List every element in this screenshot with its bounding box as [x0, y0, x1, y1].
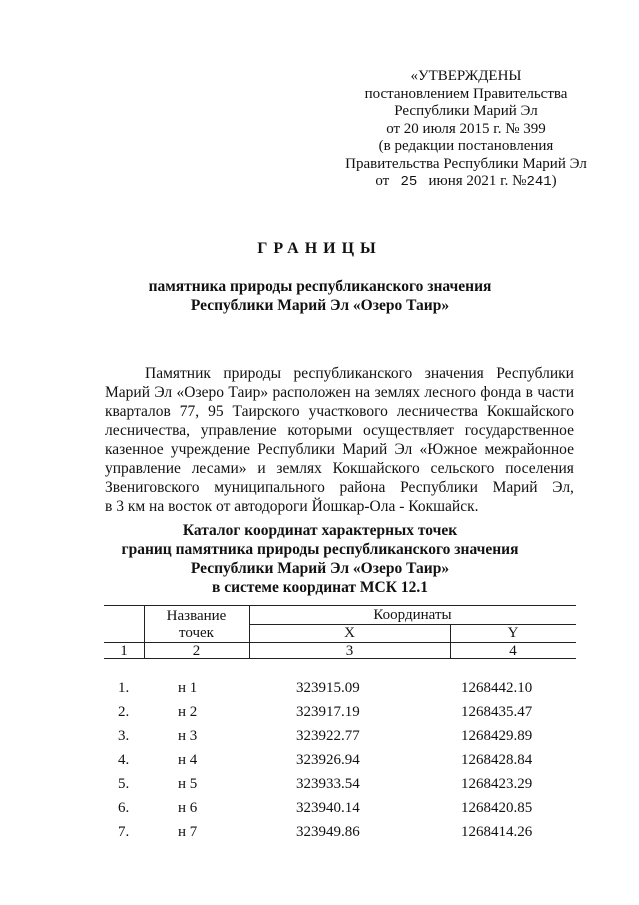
catalog-title-line: Республики Марий Эл «Озеро Таир»: [190, 560, 450, 577]
header-coordinates: Координаты: [373, 607, 452, 623]
approval-suffix: ): [551, 173, 557, 189]
approval-number: 241: [526, 174, 552, 190]
body-line: [105, 421, 574, 440]
body-word: учреждение: [170, 441, 250, 458]
body-word: участкового: [308, 403, 388, 420]
body-word: 95: [208, 403, 224, 420]
point-name: н 1: [178, 680, 198, 696]
body-word: Республики: [496, 365, 574, 382]
coord-y: 1268428.84: [461, 752, 533, 768]
body-line: [105, 364, 574, 383]
body-word: Марий: [342, 441, 388, 458]
body-word: землях: [374, 384, 421, 401]
body-word: на: [355, 384, 371, 401]
approval-line: (в редакции постановления: [378, 138, 554, 154]
approval-day: 25: [400, 174, 418, 190]
body-word: лесничества: [396, 403, 478, 420]
header-x: X: [344, 625, 355, 641]
coord-x: 323933.54: [296, 776, 360, 792]
table-row: [104, 752, 576, 776]
body-line: [105, 459, 574, 478]
subtitle-line: памятника природы республиканского значения: [148, 278, 492, 295]
point-name: н 7: [178, 824, 198, 840]
body-word: управление: [200, 422, 277, 439]
body-word: Республики: [400, 479, 478, 496]
body-line: [105, 383, 574, 402]
body-word: Марий: [105, 384, 151, 401]
coord-y: 1268423.29: [461, 776, 533, 792]
subtitle-line: Республики Марий Эл «Озеро Таир»: [190, 297, 450, 314]
point-name: н 5: [178, 776, 198, 792]
approval-line: от 20 июля 2015 г. № 399: [386, 120, 546, 137]
body-word: части: [537, 384, 574, 401]
row-number: 7.: [118, 824, 130, 840]
body-word: Эл: [154, 384, 173, 401]
point-name: н 3: [178, 728, 198, 744]
column-number: 4: [509, 643, 517, 659]
table-row: [104, 776, 576, 800]
point-name: н 6: [178, 800, 198, 816]
body-word: осуществляет: [362, 422, 454, 439]
body-word: управление: [105, 460, 181, 477]
body-word: лесами»: [191, 460, 247, 477]
catalog-title-line: границ памятника природы республиканского значения: [121, 541, 519, 558]
approval-last-line: [330, 173, 602, 192]
body-paragraph: [105, 364, 574, 516]
body-word: и: [257, 460, 266, 477]
header-y: Y: [507, 625, 519, 641]
table-row: [104, 680, 576, 704]
body-word: «Южное: [419, 441, 478, 458]
body-word: Памятник: [145, 365, 211, 382]
column-number: 2: [192, 643, 201, 659]
row-number: 5.: [118, 776, 130, 792]
body-line: в 3 км на восток от автодороги Йошкар-Ола - Кокшайск.: [105, 498, 479, 515]
coord-y: 1268442.10: [461, 680, 533, 696]
body-word: 77,: [179, 403, 200, 420]
body-word: государственное: [464, 422, 574, 439]
coord-x: 323926.94: [296, 752, 360, 768]
approval-line: Республики Марий Эл: [394, 103, 538, 119]
column-number: 3: [345, 643, 354, 659]
coordinates-table: [104, 605, 576, 840]
body-word: природы: [223, 365, 282, 382]
approval-prefix: от: [375, 173, 390, 189]
body-word: Звениговского: [105, 479, 200, 496]
body-word: Таир»: [228, 384, 269, 401]
body-word: расположен: [272, 384, 351, 401]
point-name: н 4: [178, 752, 198, 768]
approval-block: [330, 68, 602, 192]
document-title: ГРАНИЦЫ: [257, 240, 382, 257]
body-word: Таирского: [232, 403, 300, 420]
row-number: 3.: [118, 728, 130, 744]
document-subtitle: [120, 277, 520, 315]
body-word: республиканского: [293, 365, 413, 382]
approval-line: «УТВЕРЖДЕНЫ: [410, 68, 522, 84]
coord-x: 323949.86: [296, 824, 360, 840]
body-line: [105, 440, 574, 459]
body-word: Эл,: [552, 479, 574, 496]
table-row: [104, 728, 576, 752]
body-word: Кокшайского: [486, 403, 574, 420]
coord-x: 323922.77: [296, 728, 360, 744]
table-body: [104, 680, 576, 848]
point-name: н 2: [178, 704, 198, 720]
table-row: [104, 800, 576, 824]
body-word: района: [339, 479, 386, 496]
body-word: поселения: [505, 460, 574, 477]
coord-y: 1268429.89: [461, 728, 533, 744]
table-row: [104, 824, 576, 848]
approval-month-year: июня 2021 г. №: [428, 173, 527, 189]
body-word: землях: [276, 460, 322, 477]
row-number: 1.: [118, 680, 130, 696]
coord-y: 1268414.26: [461, 824, 533, 840]
header-name-line2: точек: [179, 625, 214, 641]
body-word: Кокшайского: [332, 460, 420, 477]
body-word: Республики: [257, 441, 335, 458]
body-line: [105, 402, 574, 421]
coord-x: 323917.19: [296, 704, 360, 720]
coord-y: 1268420.85: [461, 800, 533, 816]
header-name-line1: Название: [166, 608, 227, 624]
body-word: Марий: [492, 479, 538, 496]
catalog-title-line: в системе координат МСК 12.1: [212, 579, 428, 596]
approval-line: постановлением Правительства: [364, 85, 568, 102]
body-word: лесничества,: [105, 422, 191, 439]
approval-line: Правительства Республики Марий Эл: [345, 155, 587, 172]
body-word: межрайонное: [484, 441, 574, 458]
body-word: «Озеро: [176, 384, 224, 401]
body-word: которыми: [287, 422, 353, 439]
body-word: сельского: [430, 460, 495, 477]
body-word: муниципального: [214, 479, 325, 496]
row-number: 6.: [118, 800, 130, 816]
table-row: [104, 704, 576, 728]
coord-y: 1268435.47: [461, 704, 533, 720]
body-word: казенное: [105, 441, 164, 458]
body-word: значения: [424, 365, 484, 382]
body-word: в: [525, 384, 533, 401]
body-word: фонда: [480, 384, 522, 401]
catalog-title: [100, 521, 540, 597]
column-number: 1: [120, 643, 128, 659]
coord-x: 323940.14: [296, 800, 360, 816]
body-word: лесного: [424, 384, 477, 401]
catalog-title-line: Каталог координат характерных точек: [182, 522, 458, 539]
row-number: 2.: [118, 704, 130, 720]
coord-x: 323915.09: [296, 680, 360, 696]
body-word: кварталов: [105, 403, 171, 420]
table-header: [104, 605, 576, 659]
body-line: [105, 478, 574, 497]
row-number: 4.: [118, 752, 130, 768]
body-word: Эл: [394, 441, 413, 458]
